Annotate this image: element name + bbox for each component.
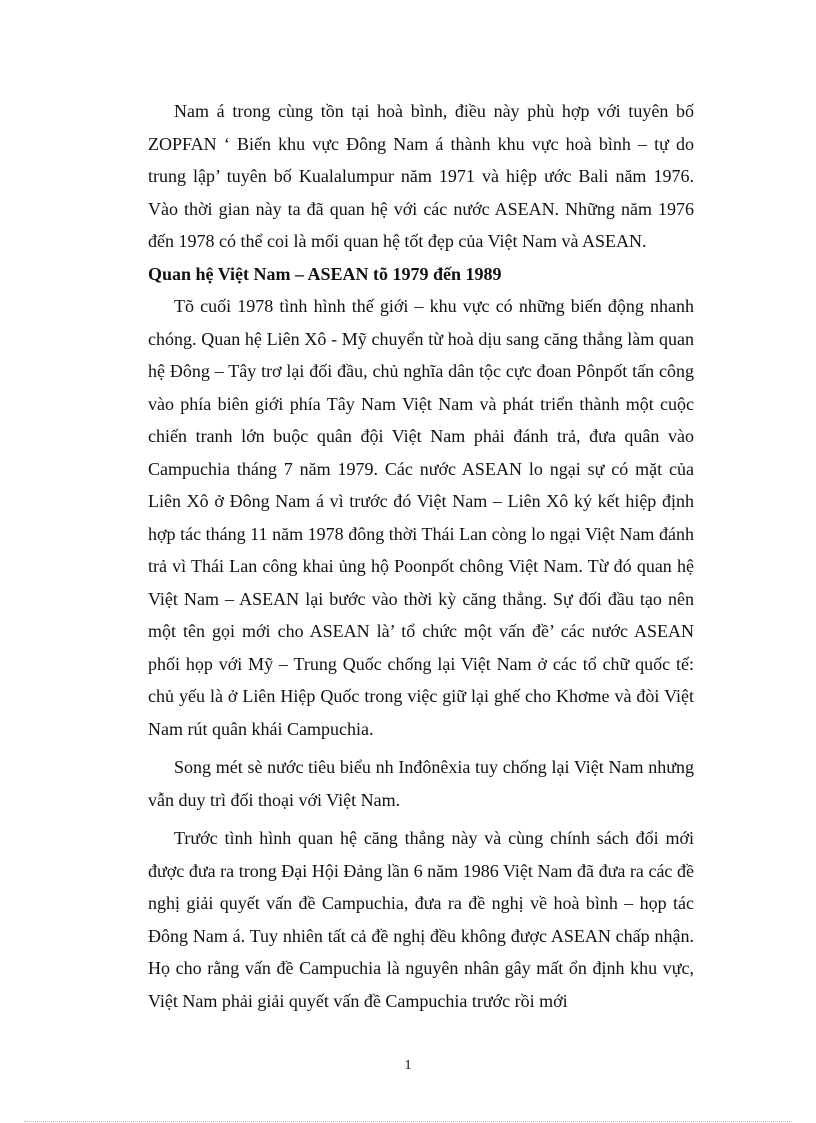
- paragraph: Trước tình hình quan hệ căng thẳng này và cùng chính sách đổi mới được đưa ra trong Đại Hội Đảng lần 6 năm 1986 Việt Nam đã đưa ra các đề nghị giải quyết vấn đề Campuchia, đưa ra đề nghị về hoà bình – họp tác Đông Nam á. Tuy nhiên tất cả đề nghị đều không được ASEAN chấp nhận. Họ cho rằng vấn đề Campuchia là nguyên nhân gây mất ổn định khu vực, Việt Nam phải giải quyết vấn đề Campuchia trước rồi mới: [148, 828, 694, 1011]
- body-text: [148, 95, 694, 1017]
- paragraph: Tõ cuối 1978 tình hình thế giới – khu vực có những biến động nhanh chóng. Quan hệ Liên Xô - Mỹ chuyển từ hoà dịu sang căng thẳng làm quan hệ Đông – Tây trơ lại đối đầu, chủ nghĩa dân tộc cực đoan Pônpốt tấn công vào phía biên giới phía Tây Nam Việt Nam và phát triển thành một cuộc chiến tranh lớn buộc quân đội Việt Nam phải đánh trả, đưa quân vào Campuchia tháng 7 năm 1979. Các nước ASEAN lo ngại sự có mặt của Liên Xô ở Đông Nam á vì trước đó Việt Nam – Liên Xô ký kết hiệp định hợp tác tháng 11 năm 1978 đông thời Thái Lan còng lo ngại Việt Nam đánh trả vì Thái Lan công khai ủng hộ Poonpốt chông Việt Nam. Từ đó quan hệ Việt Nam – ASEAN lại bước vào thời kỳ căng thẳng. Sự đối đầu tạo nên một tên gọi mới cho ASEAN là’ tổ chức một vấn đề’ các nước ASEAN phối họp với Mỹ – Trung Quốc chống lại Việt Nam ở các tổ chữ quốc tế: chủ yếu là ở Liên Hiệp Quốc trong việc giữ lại ghế cho Khơme và đòi Việt Nam rút quân khái Campuchia.: [148, 296, 694, 739]
- section-heading: Quan hệ Việt Nam – ASEAN tõ 1979 đến 1989: [148, 263, 502, 284]
- page-number: 1: [404, 1058, 412, 1073]
- paragraph: Nam á trong cùng tồn tại hoà bình, điều này phù hợp với tuyên bố ZOPFAN ‘ Biến khu vực Đông Nam á thành khu vực hoà bình – tự do trung lập’ tuyên bố Kualalumpur năm 1971 và hiệp ước Bali năm 1976. Vào thời gian này ta đã quan hệ với các nước ASEAN. Những năm 1976 đến 1978 có thể coi là mối quan hệ tốt đẹp của Việt Nam và ASEAN.: [148, 101, 694, 251]
- page-bottom-border: [24, 1121, 792, 1122]
- paragraph: Song mét sè nước tiêu biểu nh Inđônêxia tuy chống lại Việt Nam nhưng vẫn duy trì đối thoại với Việt Nam.: [148, 757, 694, 810]
